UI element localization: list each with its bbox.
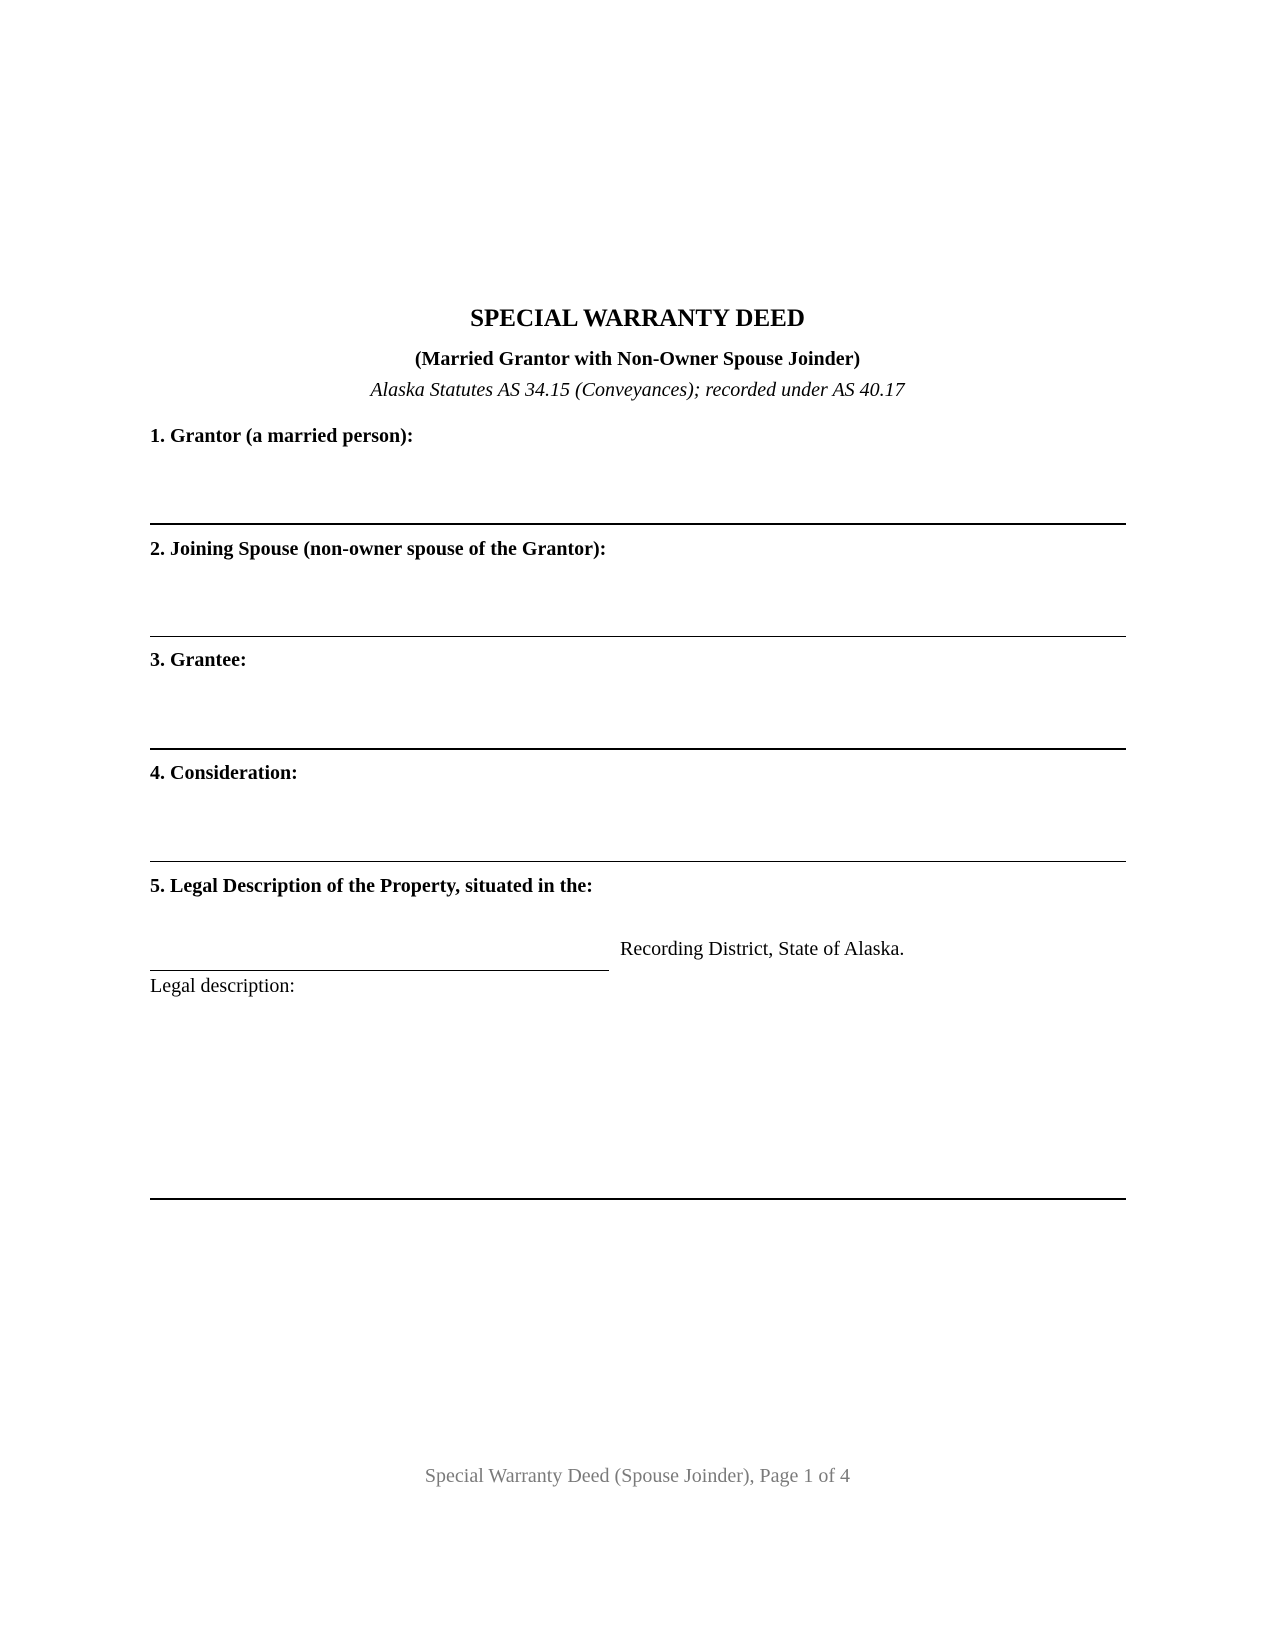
section-legal-description-label: 5. Legal Description of the Property, situated in the: [150, 875, 593, 897]
joining-spouse-fill-line[interactable] [150, 636, 1126, 637]
grantee-fill-line[interactable] [150, 748, 1126, 750]
section-grantor-label: 1. Grantor (a married person): [150, 425, 414, 447]
document-subtitle: (Married Grantor with Non-Owner Spouse Joinder) [414, 348, 861, 370]
consideration-fill-line[interactable] [150, 861, 1126, 862]
legal-description-label: Legal description: [150, 975, 295, 997]
grantor-fill-line[interactable] [150, 523, 1126, 525]
page-footer: Special Warranty Deed (Spouse Joinder), Page 1 of 4 [424, 1465, 851, 1487]
recording-district-fill-line[interactable] [150, 970, 609, 971]
legal-description-fill-line[interactable] [150, 1198, 1126, 1200]
section-consideration-label: 4. Consideration: [150, 762, 298, 784]
recording-district-text: Recording District, State of Alaska. [620, 938, 905, 960]
document-title: SPECIAL WARRANTY DEED [470, 305, 805, 332]
section-grantee-label: 3. Grantee: [150, 649, 247, 671]
section-joining-spouse-label: 2. Joining Spouse (non-owner spouse of the Grantor): [150, 538, 607, 560]
statute-reference: Alaska Statutes AS 34.15 (Conveyances); recorded under AS 40.17 [370, 379, 905, 401]
